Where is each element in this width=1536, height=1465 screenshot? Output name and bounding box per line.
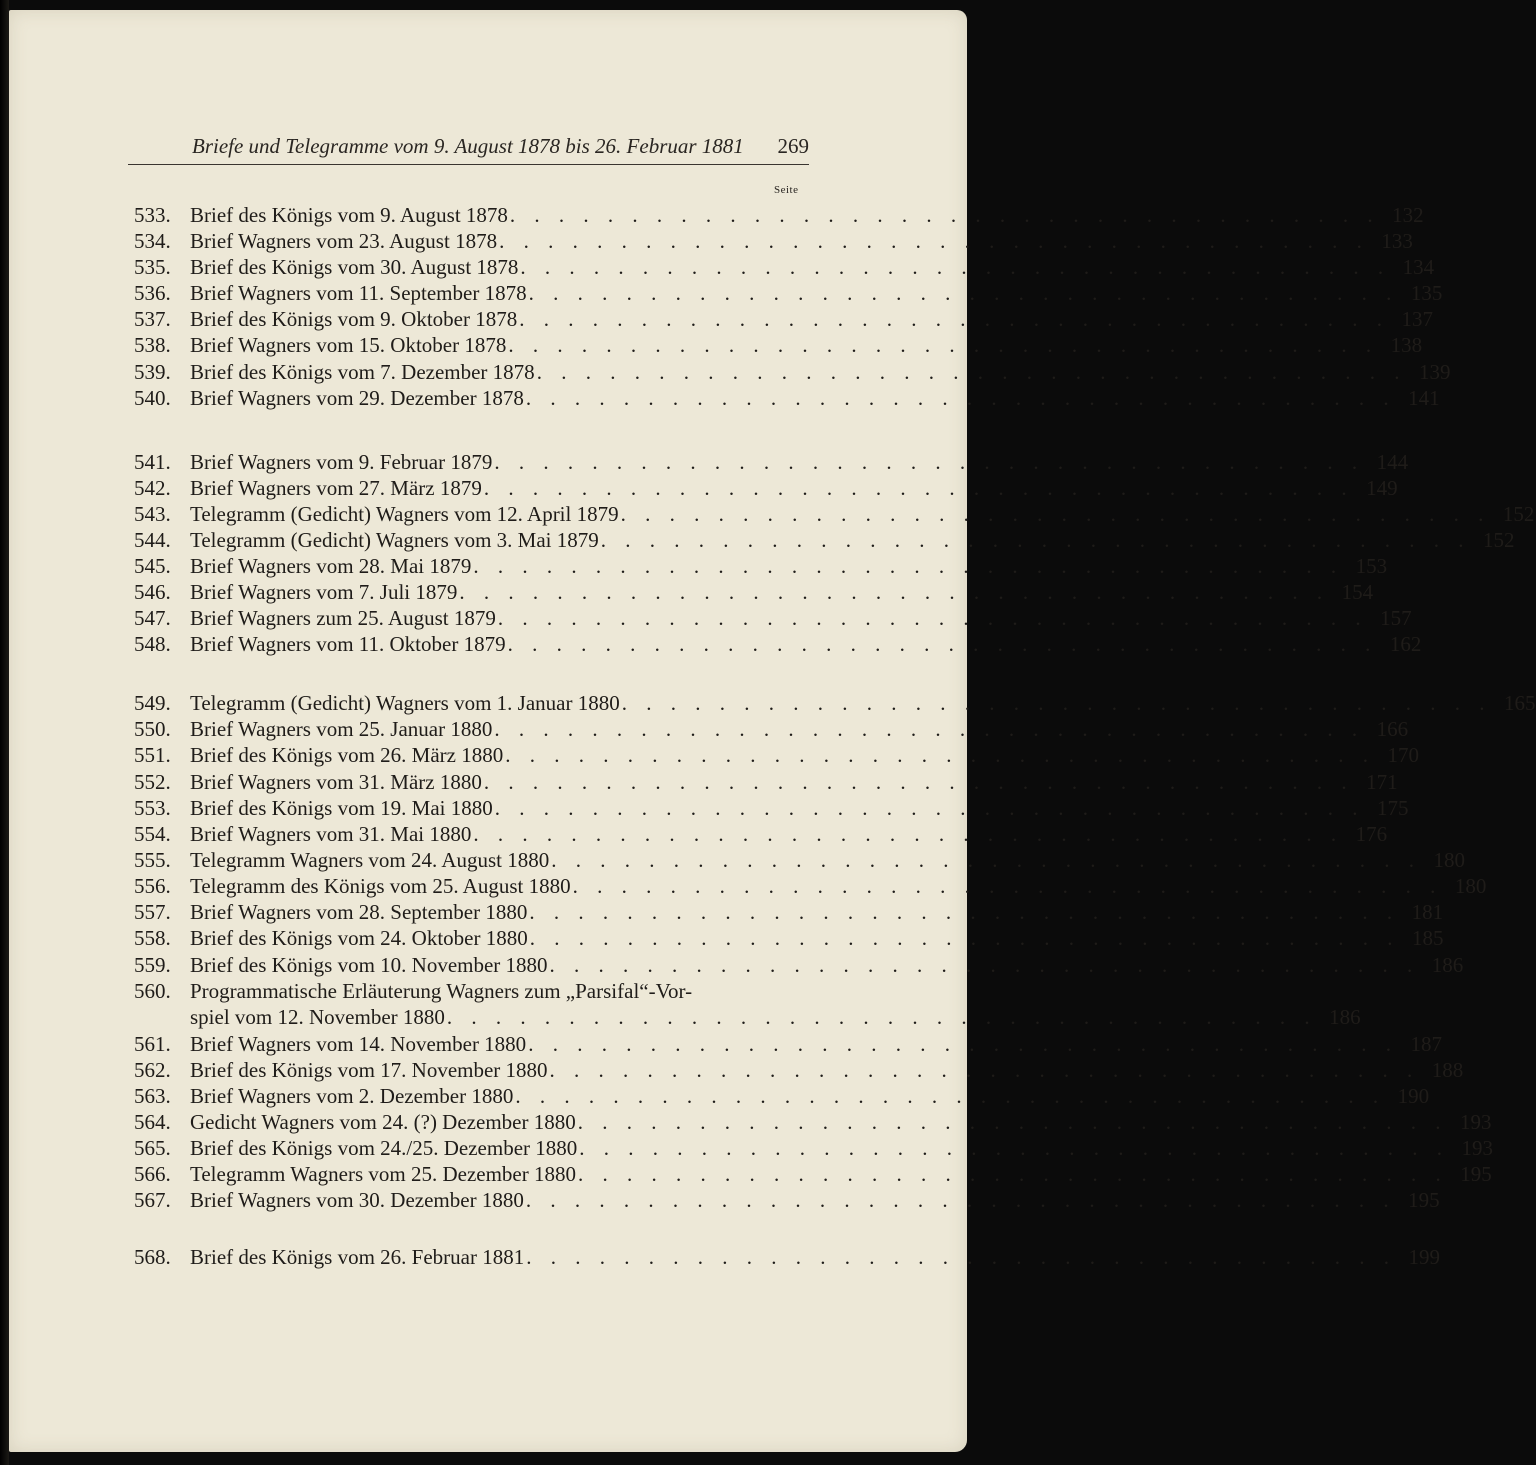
entry-number: 562.: [134, 1058, 171, 1082]
entry-number: 557.: [134, 900, 171, 924]
dot-leader: . . . . . . . . . . . . . . . . . . . . . . . . . . . . . . . . . . . .: [446, 1005, 1317, 1029]
toc-entry: [134, 953, 1464, 979]
entry-title: Brief Wagners vom 9. Februar 1879: [190, 450, 493, 474]
entry-page-number: 188: [1431, 1058, 1464, 1082]
entry-number: 563.: [134, 1084, 171, 1108]
entry-title: Brief Wagners vom 28. September 1880: [190, 900, 528, 924]
entry-page-number: 187: [1410, 1032, 1442, 1056]
entry-title: Brief Wagners vom 7. Juli 1879: [190, 580, 458, 604]
entry-page-number: 195: [1408, 1188, 1440, 1212]
entry-page-number: 152: [1502, 502, 1535, 526]
toc-entry: [134, 926, 1444, 952]
entry-title: Brief des Königs vom 7. Dezember 1878: [190, 360, 535, 384]
entry-number: 541.: [134, 450, 171, 474]
dot-leader: . . . . . . . . . . . . . . . . . . . . . . . . . . . . . . . . . . . .: [519, 307, 1389, 331]
entry-page-number: 180: [1433, 848, 1465, 872]
dot-leader: . . . . . . . . . . . . . . . . . . . . . . . . . . . . . . . . . . . .: [528, 281, 1399, 305]
toc-entry: [134, 229, 1413, 255]
toc-entry: [134, 502, 1535, 528]
toc-entry: [134, 580, 1374, 606]
entry-page-number: 193: [1459, 1110, 1492, 1134]
entry-number: 558.: [134, 926, 171, 950]
dot-leader: . . . . . . . . . . . . . . . . . . . . . . . . . . . . . . . . . . . .: [551, 848, 1421, 872]
toc-entry: [134, 554, 1388, 580]
entry-page-number: 185: [1411, 926, 1444, 950]
toc-entry: [134, 979, 1361, 1029]
entry-page-number: 195: [1460, 1162, 1492, 1186]
entry-title: Brief Wagners vom 31. Mai 1880: [190, 822, 472, 846]
entry-title: Telegramm des Königs vom 25. August 1880: [190, 874, 571, 898]
dot-leader: . . . . . . . . . . . . . . . . . . . . . . . . . . . . . . . . . . . .: [509, 203, 1380, 227]
entry-title: Brief des Königs vom 26. März 1880: [190, 743, 504, 767]
entry-page-number: 186: [1329, 1005, 1361, 1029]
entry-page-number: 171: [1366, 770, 1398, 794]
dot-leader: . . . . . . . . . . . . . . . . . . . . . . . . . . . . . . . . . . . .: [507, 632, 1378, 656]
toc-entry: [134, 360, 1451, 386]
entry-page-number: 175: [1376, 796, 1409, 820]
toc-entry: [134, 691, 1536, 717]
entry-title-continued: spiel vom 12. November 1880: [190, 1005, 445, 1029]
entry-page-number: 134: [1402, 255, 1435, 279]
entry-page-number: 132: [1392, 203, 1424, 227]
entry-number: 551.: [134, 743, 171, 767]
dot-leader: . . . . . . . . . . . . . . . . . . . . . . . . . . . . . . . . . . . .: [473, 822, 1344, 846]
entry-title: Telegramm (Gedicht) Wagners vom 12. April 1879: [190, 502, 619, 526]
entry-title: Brief des Königs vom 24. Oktober 1880: [190, 926, 528, 950]
entry-number: 565.: [134, 1136, 171, 1160]
header-title: Briefe und Telegramme vom 9. August 1878 bis 26. Februar 1881: [192, 134, 744, 158]
dot-leader: . . . . . . . . . . . . . . . . . . . . . . . . . . . . . . . . . . . .: [497, 606, 1368, 630]
toc-entry: [134, 874, 1487, 900]
entry-page-number: 141: [1408, 386, 1440, 410]
dot-leader: . . . . . . . . . . . . . . . . . . . . . . . . . . . . . . . . . . . .: [579, 1136, 1450, 1160]
toc-entry: [134, 900, 1444, 926]
entry-number: 566.: [134, 1162, 171, 1186]
toc-entry: [134, 796, 1409, 822]
entry-title: Brief Wagners vom 11. September 1878: [190, 281, 527, 305]
toc-entry: [134, 1084, 1430, 1110]
entry-page-number: 199: [1408, 1245, 1440, 1269]
toc-entry: [134, 450, 1409, 476]
entry-page-number: 152: [1483, 528, 1515, 552]
entry-page-number: 165: [1504, 691, 1536, 715]
dot-leader: . . . . . . . . . . . . . . . . . . . . . . . . . . . . . . . . . . . .: [536, 360, 1407, 384]
dot-leader: . . . . . . . . . . . . . . . . . . . . . . . . . . . . . . . . . . . .: [494, 450, 1365, 474]
dot-leader: . . . . . . . . . . . . . . . . . . . . . . . . . . . . . . . . . . . .: [494, 796, 1365, 820]
dot-leader: . . . . . . . . . . . . . . . . . . . . . . . . . . . . . . . . . . . .: [525, 1188, 1396, 1212]
dot-leader: . . . . . . . . . . . . . . . . . . . . . . . . . . . . . . . . . . . .: [578, 1162, 1448, 1186]
toc-entry: [134, 255, 1435, 281]
page-edge: [0, 0, 9, 1465]
toc-entry: [134, 770, 1398, 796]
entry-title: Brief Wagners vom 27. März 1879: [190, 476, 482, 500]
entry-title: Brief Wagners vom 14. November 1880: [190, 1032, 527, 1056]
entry-title: Brief Wagners vom 2. Dezember 1880: [190, 1084, 514, 1108]
toc-entry: [134, 476, 1398, 502]
toc-entry: [134, 822, 1388, 848]
dot-leader: . . . . . . . . . . . . . . . . . . . . . . . . . . . . . . . . . . . .: [620, 502, 1491, 526]
entry-number: 534.: [134, 229, 171, 253]
entry-page-number: 157: [1380, 606, 1412, 630]
dot-leader: . . . . . . . . . . . . . . . . . . . . . . . . . . . . . . . . . . . .: [473, 554, 1344, 578]
entry-number: 560.: [134, 979, 171, 1003]
entry-number: 556.: [134, 874, 171, 898]
dot-leader: . . . . . . . . . . . . . . . . . . . . . . . . . . . . . . . . . . . .: [600, 528, 1471, 552]
dot-leader: . . . . . . . . . . . . . . . . . . . . . . . . . . . . . . . . . . . .: [526, 1245, 1396, 1269]
dot-leader: . . . . . . . . . . . . . . . . . . . . . . . . . . . . . . . . . . . .: [520, 255, 1391, 279]
running-header: [128, 128, 809, 165]
entry-title: Brief Wagners vom 11. Oktober 1879: [190, 632, 506, 656]
entry-title: Brief Wagners zum 25. August 1879: [190, 606, 496, 630]
dot-leader: . . . . . . . . . . . . . . . . . . . . . . . . . . . . . . . . . . . .: [515, 1084, 1386, 1108]
dot-leader: . . . . . . . . . . . . . . . . . . . . . . . . . . . . . . . . . . . .: [528, 1032, 1398, 1056]
entry-number: 552.: [134, 770, 171, 794]
dot-leader: . . . . . . . . . . . . . . . . . . . . . . . . . . . . . . . . . . . .: [529, 926, 1400, 950]
entry-number: 550.: [134, 717, 171, 741]
dot-leader: . . . . . . . . . . . . . . . . . . . . . . . . . . . . . . . . . . . .: [505, 743, 1375, 767]
toc-entry: [134, 717, 1409, 743]
toc-entry: [134, 203, 1424, 229]
entry-title: Brief Wagners vom 30. Dezember 1880: [190, 1188, 524, 1212]
toc-entry: [134, 606, 1412, 632]
entry-title: Brief Wagners vom 25. Januar 1880: [190, 717, 493, 741]
entry-title: Brief des Königs vom 9. August 1878: [190, 203, 508, 227]
dot-leader: . . . . . . . . . . . . . . . . . . . . . . . . . . . . . . . . . . . .: [549, 953, 1420, 977]
entry-page-number: 176: [1355, 822, 1388, 846]
dot-leader: . . . . . . . . . . . . . . . . . . . . . . . . . . . . . . . . . . . .: [572, 874, 1443, 898]
entry-title: Brief des Königs vom 17. November 1880: [190, 1058, 548, 1082]
entry-page-number: 149: [1366, 476, 1398, 500]
entry-page-number: 190: [1397, 1084, 1430, 1108]
entry-title: Brief des Königs vom 19. Mai 1880: [190, 796, 493, 820]
entry-number: 568.: [134, 1245, 171, 1269]
entry-page-number: 180: [1454, 874, 1487, 898]
entry-number: 553.: [134, 796, 171, 820]
entry-title: Programmatische Erläuterung Wagners zum „Parsifal“-Vor-: [190, 979, 693, 1003]
toc-entry: [134, 528, 1515, 554]
entry-number: 538.: [134, 333, 171, 357]
toc-entry: [134, 1058, 1464, 1084]
dot-leader: . . . . . . . . . . . . . . . . . . . . . . . . . . . . . . . . . . . .: [549, 1058, 1420, 1082]
dot-leader: . . . . . . . . . . . . . . . . . . . . . . . . . . . . . . . . . . . .: [577, 1110, 1448, 1134]
entry-number: 540.: [134, 386, 171, 410]
entry-number: 559.: [134, 953, 171, 977]
entry-page-number: 153: [1355, 554, 1388, 578]
entry-page-number: 154: [1341, 580, 1374, 604]
entry-page-number: 170: [1387, 743, 1419, 767]
dot-leader: . . . . . . . . . . . . . . . . . . . . . . . . . . . . . . . . . . . .: [499, 229, 1369, 253]
entry-number: 542.: [134, 476, 171, 500]
entry-number: 537.: [134, 307, 171, 331]
entry-title: Brief des Königs vom 26. Februar 1881: [190, 1245, 525, 1269]
toc-entry: [134, 281, 1443, 307]
toc-entry: [134, 386, 1440, 412]
entry-number: 555.: [134, 848, 171, 872]
entry-number: 549.: [134, 691, 171, 715]
entry-page-number: 137: [1401, 307, 1433, 331]
entry-title: Brief des Königs vom 9. Oktober 1878: [190, 307, 518, 331]
toc-entry: [134, 848, 1465, 874]
entry-number: 564.: [134, 1110, 171, 1134]
entry-number: 567.: [134, 1188, 171, 1212]
entry-title: Brief des Königs vom 24./25. Dezember 1880: [190, 1136, 578, 1160]
page-number: 269: [777, 134, 809, 158]
entry-title: Brief Wagners vom 23. August 1878: [190, 229, 498, 253]
entry-page-number: 166: [1376, 717, 1409, 741]
entry-number: 539.: [134, 360, 171, 384]
dot-leader: . . . . . . . . . . . . . . . . . . . . . . . . . . . . . . . . . . . .: [459, 580, 1330, 604]
page-column-label: Seite: [774, 184, 799, 196]
dot-leader: . . . . . . . . . . . . . . . . . . . . . . . . . . . . . . . . . . . .: [529, 900, 1400, 924]
toc-entry: [134, 632, 1422, 658]
entry-number: 554.: [134, 822, 171, 846]
toc-entry: [134, 1032, 1442, 1058]
toc-entry: [134, 1110, 1492, 1136]
entry-page-number: 138: [1390, 333, 1423, 357]
entry-page-number: 193: [1461, 1136, 1494, 1160]
toc-entry: [134, 743, 1419, 769]
dot-leader: . . . . . . . . . . . . . . . . . . . . . . . . . . . . . . . . . . . .: [621, 691, 1492, 715]
entry-number: 535.: [134, 255, 171, 279]
entry-number: 545.: [134, 554, 171, 578]
toc-entry: [134, 333, 1423, 359]
entry-page-number: 181: [1411, 900, 1444, 924]
entry-number: 533.: [134, 203, 171, 227]
dot-leader: . . . . . . . . . . . . . . . . . . . . . . . . . . . . . . . . . . . .: [494, 717, 1365, 741]
entry-number: 561.: [134, 1032, 171, 1056]
toc-entry: [134, 307, 1433, 333]
toc-entry: [134, 1245, 1440, 1271]
entry-number: 548.: [134, 632, 171, 656]
entry-title: Telegramm Wagners vom 24. August 1880: [190, 848, 550, 872]
entry-title: Telegramm Wagners vom 25. Dezember 1880: [190, 1162, 576, 1186]
dot-leader: . . . . . . . . . . . . . . . . . . . . . . . . . . . . . . . . . . . .: [508, 333, 1379, 357]
entry-title: Telegramm (Gedicht) Wagners vom 1. Januar 1880: [190, 691, 620, 715]
entry-title: Brief Wagners vom 28. Mai 1879: [190, 554, 472, 578]
toc-entry: [134, 1136, 1494, 1162]
entry-title: Brief Wagners vom 29. Dezember 1878: [190, 386, 524, 410]
entry-number: 546.: [134, 580, 171, 604]
entry-title: Telegramm (Gedicht) Wagners vom 3. Mai 1879: [190, 528, 599, 552]
entry-page-number: 135: [1410, 281, 1443, 305]
entry-title: Brief Wagners vom 31. März 1880: [190, 770, 482, 794]
entry-number: 547.: [134, 606, 171, 630]
entry-number: 544.: [134, 528, 171, 552]
entry-title: Brief des Königs vom 10. November 1880: [190, 953, 548, 977]
entry-page-number: 162: [1389, 632, 1422, 656]
entry-page-number: 186: [1431, 953, 1464, 977]
dot-leader: . . . . . . . . . . . . . . . . . . . . . . . . . . . . . . . . . . . .: [483, 770, 1354, 794]
entry-title: Gedicht Wagners vom 24. (?) Dezember 1880: [190, 1110, 576, 1134]
toc-entry: [134, 1162, 1492, 1188]
dot-leader: . . . . . . . . . . . . . . . . . . . . . . . . . . . . . . . . . . . .: [525, 386, 1396, 410]
dot-leader: . . . . . . . . . . . . . . . . . . . . . . . . . . . . . . . . . . . .: [483, 476, 1354, 500]
toc-entry: [134, 1188, 1440, 1214]
entry-page-number: 133: [1381, 229, 1413, 253]
entry-number: 543.: [134, 502, 171, 526]
entry-page-number: 139: [1418, 360, 1451, 384]
entry-title: Brief des Königs vom 30. August 1878: [190, 255, 519, 279]
entry-page-number: 144: [1376, 450, 1409, 474]
entry-number: 536.: [134, 281, 171, 305]
entry-title: Brief Wagners vom 15. Oktober 1878: [190, 333, 507, 357]
